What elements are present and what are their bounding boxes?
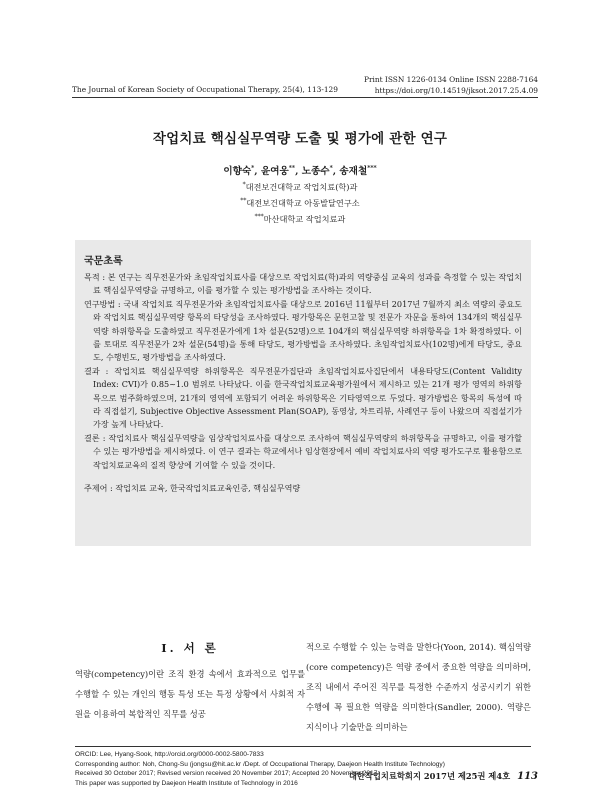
affiliation-text: 대전보건대학교 아동발달연구소 xyxy=(246,198,360,208)
author-name: 윤여웅 xyxy=(260,166,289,177)
author-mark: *** xyxy=(367,164,377,172)
author-separator: , xyxy=(254,166,261,177)
author-list xyxy=(0,163,600,177)
footer-journal: 대한작업치료학회지 2017년 제25권 제4호 xyxy=(348,771,511,781)
abstract-results: 결과 : 작업치료 핵심실무역량 하위항목은 직무전문가집단과 초임작업치료사집단에서 내용타당도(Content Validity Index: CVI)가 0.85~1.0 범위로 나타났다. 이를 한국작업치료교육평가원에서 제시하고 있는 21개 평가 영역의 하위항목으로 범주화하였으며, 21개의 영역에 포함되기 어려운 하위항목은 기타영역으로 두었다. 평가방법은 항목의 특성에 따라 직접설기, Subjective Objective Assessment Plan(SOAP), 동영상, 차트리뷰, 사례연구 등이 나왔으며 직접설기가 가장 높게 나타났다. xyxy=(84,365,522,430)
footnote-funding: This paper was supported by Daejeon Health Institute of Technology in 2016 xyxy=(75,779,298,787)
footnote-corresponding: Corresponding author: Noh, Chong-Su (jongsu@hit.ac.kr /Dept. of Occupational Therapy, Daejeon Health Institute Technology) xyxy=(75,760,445,768)
header-divider xyxy=(72,97,538,98)
abstract-box xyxy=(75,240,531,546)
abstract-keywords: 주제어 : 작업치료 교육, 한국작업치료교육인증, 핵심실무역량 xyxy=(84,483,301,494)
affiliation-mark: ** xyxy=(240,197,247,205)
author-name: 송재철 xyxy=(339,166,368,177)
header-issn-doi xyxy=(364,74,538,96)
author-mark: * xyxy=(329,164,333,172)
section-heading: Ⅰ. 서 론 xyxy=(161,641,219,655)
abstract-method: 연구방법 : 국내 작업치료 직무전문가와 초임작업치료사를 대상으로 2016년 11월부터 2017년 7월까지 최소 역량의 중요도와 작업치료 핵심실무역량 항목의 타당성을 조사하였다. 평가항목은 문헌고찰 및 전문가 자문을 통하여 134개의 핵심실무역량 하위항목을 도출하였고 직무전문가에게 1차 설문(52명)으로 104개의 핵심실무역량 하위항목을 1차 확정하였다. 이를 토대로 직무전문가 2차 설문(54명)을 통해 타당도, 평가방법을 조사하였다. 초임작업치료사(102명)에게 타당도, 중요도, 수행빈도, 평가방법을 조사하였다. xyxy=(84,298,522,363)
page-number: 113 xyxy=(517,771,538,782)
journal-citation: The Journal of Korean Society of Occupational Therapy, 25(4), 113-129 xyxy=(72,85,338,94)
doi[interactable]: https://doi.org/10.14519/jksot.2017.25.4.09 xyxy=(374,86,538,95)
paper-title: 작업치료 핵심실무역량 도출 및 평가에 관한 연구 xyxy=(152,131,448,147)
issn: Print ISSN 1226-0134 Online ISSN 2288-7164 xyxy=(363,75,538,84)
footnote-orcid: ORCID: Lee, Hyang-Sook, http://orcid.org/0000-0002-5800-7833 xyxy=(75,751,264,758)
affiliation xyxy=(0,195,600,211)
author-name: 이향숙 xyxy=(223,166,252,177)
footnote-divider xyxy=(75,746,531,747)
affiliation xyxy=(0,211,600,227)
abstract-purpose: 목적 : 본 연구는 직무전문가와 초임작업치료사를 대상으로 작업치료(학)과의 역량중심 교육의 성과를 측정할 수 있는 작업치료 핵심실무역량을 규명하고, 이를 평가할 수 있는 평가방법을 조사하는 것이다. xyxy=(84,272,522,296)
affiliation xyxy=(0,179,600,195)
author-name: 노종수 xyxy=(301,166,330,177)
abstract-conclusion: 결론 : 작업치료사 핵심실무역량을 임상작업치료사를 대상으로 조사하여 핵심실무역량의 하위항목을 규명하고, 이를 평가할 수 있는 평가방법을 제시하였다. 이 연구 결과는 학교에서나 임상현장에서 예비 작업치료사의 역량 평가도구로 활용함으로 작업치료교육의 질적 향상에 기여할 수 있을 것이다. xyxy=(84,432,522,470)
affiliation-text: 대전보건대학교 작업치료(학)과 xyxy=(245,182,358,192)
affiliations xyxy=(0,179,600,227)
page-footer xyxy=(349,770,538,782)
author-separator: , xyxy=(295,166,302,177)
author-mark: ** xyxy=(288,164,296,172)
body-column-left: 역량(competency)이란 조직 환경 속에서 효과적으로 업무를 수행할 수 있는 개인의 행동 특성 또는 특정 상황에서 사회적 자원을 이용하여 복합적인 직무를 성공 xyxy=(75,669,305,719)
abstract-heading: 국문초록 xyxy=(84,256,123,267)
affiliation-mark: * xyxy=(242,181,246,189)
body-column-right: 적으로 수행할 수 있는 능력을 말한다(Yoon, 2014). 핵심역량(core competency)은 역량 중에서 중요한 역량을 의미하며, 조직 내에서 주어진 직무를 특정한 수준까지 성공시키기 위한 수행에 꼭 필요한 역량을 의미한다(Sandler, 2000). 역량은 지식이나 기술만을 의미하는 xyxy=(306,642,531,732)
author-mark: * xyxy=(251,164,255,172)
affiliation-mark: *** xyxy=(254,213,264,221)
author-separator: , xyxy=(332,166,340,177)
affiliation-text: 마산대학교 작업치료과 xyxy=(263,214,346,224)
footnote-dates: Received 30 October 2017; Revised version received 20 November 2017; Accepted 20 November 2017 xyxy=(75,770,378,778)
